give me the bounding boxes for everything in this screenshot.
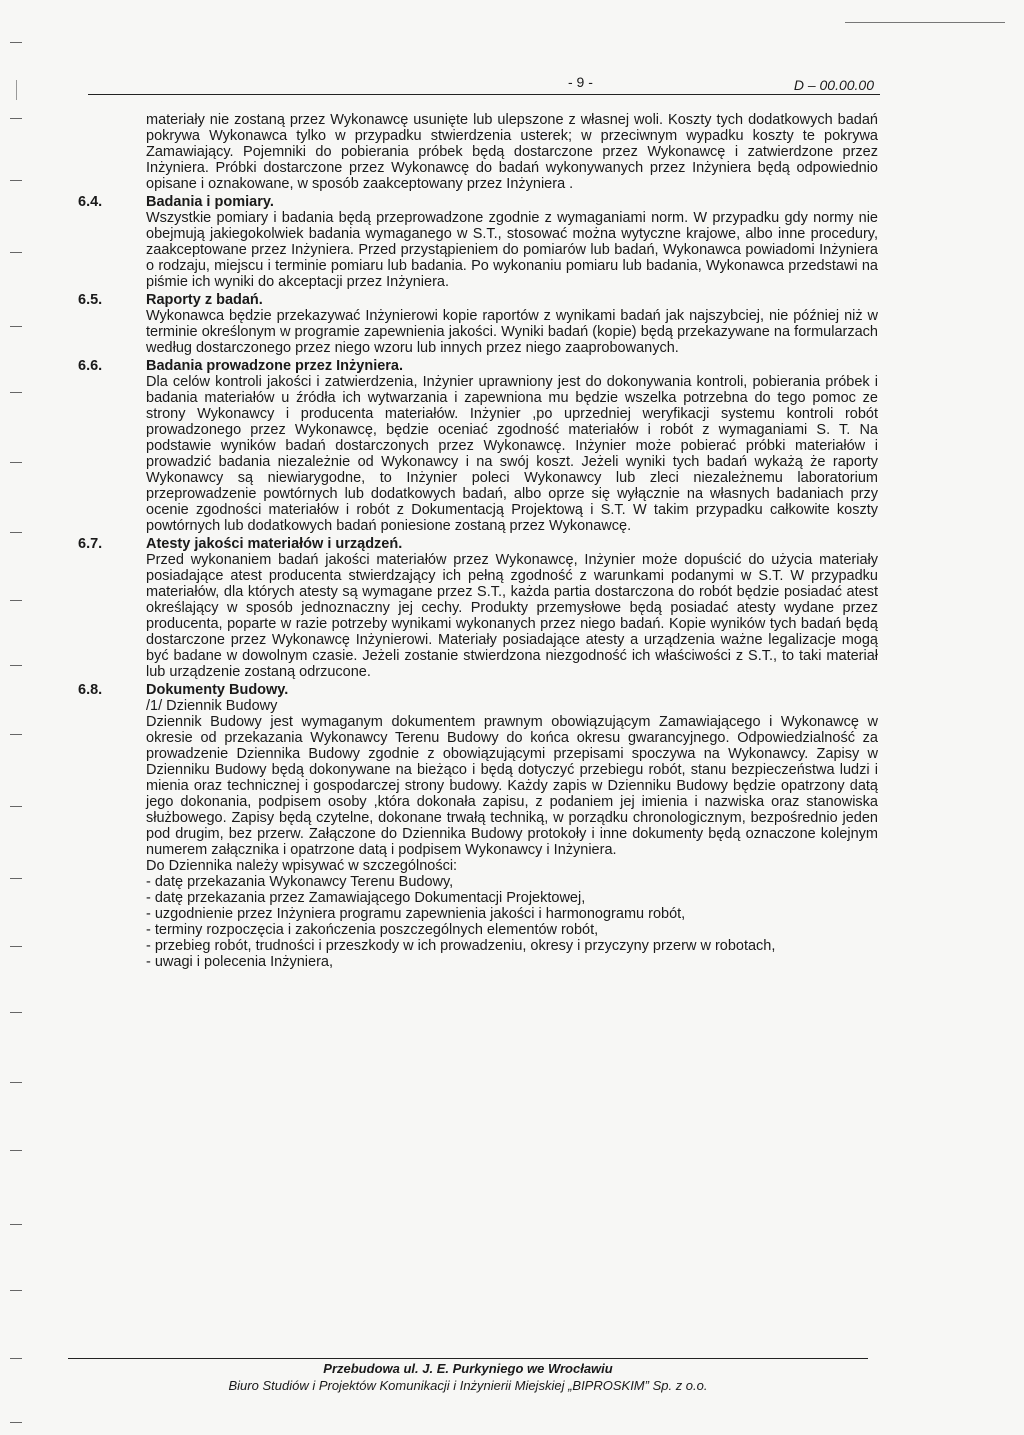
binding-mark [10, 180, 22, 181]
section-number: 6.5. [78, 292, 103, 308]
binding-mark [10, 532, 22, 533]
list-item: - uzgodnienie przez Inżyniera programu zapewnienia jakości i harmonogramu robót, [146, 906, 686, 922]
section-number: 6.8. [78, 682, 103, 698]
section-text: Dla celów kontroli jakości i zatwierdzenia, Inżynier uprawniony jest do dokonywania kontroli, pobierania próbek i badania materiałów u źródła ich wytwarzania i zapewniona mu będzie wszelka potrzebna do tego pomoc ze strony Wykonawcy i producenta materiałów. Inżynier ,po uprzedniej weryfikacji systemu kontroli robót prowadzonego przez Wykonawcę, będzie oceniać zgodność materiałów i robót z wymaganiami S. T. Na podstawie wyników badań dostarczonych przez Wykonawcę. Inżynier może pobierać próbki materiałów i prowadzić badania niezależnie od Wykonawcy i na swój koszt. Jeżeli wyniki tych badań wykażą że raporty Wykonawcy są niewiarygodne, to Inżynier poleci Wykonawcy lub zleci niezależnemu laboratorium przeprowadzenie powtórnych lub dodatkowych badań, albo oprze się wyłącznie na własnych badaniach przy ocenie zgodności materiałów i robót z Dokumentacją Projektową i S.T. W takim przypadku całkowite koszty powtórnych lub dodatkowych badań poniesione zostaną przez Wykonawcę. [146, 374, 878, 534]
list-item: - przebieg robót, trudności i przeszkody w ich prowadzeniu, okresy i przyczyny przerw w robotach, [146, 938, 776, 954]
binding-mark [10, 1358, 22, 1359]
section-title: Raporty z badań. [146, 292, 263, 308]
binding-mark [10, 392, 22, 393]
list-item: - uwagi i polecenia Inżyniera, [146, 954, 333, 970]
list-item: - datę przekazania Wykonawcy Terenu Budowy, [146, 874, 454, 890]
binding-mark [10, 1082, 22, 1083]
binding-mark [10, 878, 22, 879]
binding-mark [10, 946, 22, 947]
section-title: Badania i pomiary. [146, 194, 274, 210]
section-6-8 [78, 682, 878, 970]
binding-mark [10, 806, 22, 807]
section-6-6 [78, 358, 878, 534]
section-text: Dziennik Budowy jest wymaganym dokumentem prawnym obowiązującym Zamawiającego i Wykonawcę w okresie od przekazania Wykonawcy Terenu Budowy do końca okresu gwarancyjnego. Odpowiedzialność za prowadzenie Dziennika Budowy zgodnie z obowiązującymi przepisami spoczywa na Wykonawcy. Zapisy w Dzienniku Budowy będą dokonywane na bieżąco i będą dotyczyć przebiegu robót, stanu bezpieczeństwa ludzi i mienia oraz technicznej i gospodarczej strony budowy. Każdy zapis w Dzienniku Budowy będzie opatrzony datą jego dokonania, podpisem osoby ,która dokonała zapisu, z podaniem jej imienia i nazwiska oraz stanowiska służbowego. Zapisy będą czytelne, dokonane trwałą techniką, w porządku chronologicznym, bezpośrednio jeden pod drugim, bez przerw. Załączone do Dziennika Budowy protokoły i inne dokumenty będą oznaczone kolejnym numerem załącznika i opatrzone datą i podpisem Wykonawcy i Inżyniera. [146, 714, 878, 858]
binding-mark [10, 1012, 22, 1013]
binding-mark [10, 665, 22, 666]
binding-mark [16, 80, 17, 100]
binding-mark [10, 1150, 22, 1151]
binding-mark [10, 600, 22, 601]
section-text: Przed wykonaniem badań jakości materiałów przez Wykonawcę, Inżynier może dopuścić do użycia materiały posiadające atest producenta stwierdzający ich pełną zgodność z warunkami podanymi w S.T. W przypadku materiałów, dla których atesty są wymagane przez S.T., każda partia dostarczona do robót będzie posiadać atest określający w sposób jednoznaczny jej cechy. Produkty przemysłowe będą posiadać atesty wydane przez producenta, poparte w razie potrzeby wynikami wykonanych przez niego badań. Kopie wyników tych badań będą dostarczone przez Wykonawcę Inżynierowi. Materiały posiadające atesty a urządzenia ważne legalizacje mogą być badane w dowolnym czasie. Jeżeli zostanie stwierdzona niezgodność ich właściwości z S.T., to taki materiał lub urządzenie zostaną odrzucone. [146, 552, 878, 680]
binding-mark [10, 1290, 22, 1291]
list-item: - datę przekazania przez Zamawiającego Dokumentacji Projektowej, [146, 890, 586, 906]
binding-mark [10, 462, 22, 463]
section-title: Atesty jakości materiałów i urządzeń. [146, 536, 403, 552]
section-title: Badania prowadzone przez Inżyniera. [146, 358, 404, 374]
section-6-5 [78, 292, 878, 356]
section-text: Wszystkie pomiary i badania będą przeprowadzone zgodnie z wymaganiami norm. W przypadku gdy normy nie obejmują jakiegokolwiek badania wymaganego w S.T., stosować można wytyczne krajowe, albo inne procedury, zaakceptowane przez Inżyniera. Przed przystąpieniem do pomiarów lub badań, Wykonawca powiadomi Inżyniera o rodzaju, miejscu i terminie pomiaru lub badania. Po wykonaniu pomiaru lub badania, Wykonawca przedstawi na piśmie ich wyniki do akceptacji przez Inżyniera. [146, 210, 878, 290]
binding-mark [10, 1224, 22, 1225]
binding-mark [10, 118, 22, 119]
list-item: - terminy rozpoczęcia i zakończenia poszczególnych elementów robót, [146, 922, 599, 938]
subsection-title: /1/ Dziennik Budowy [146, 698, 278, 714]
page-footer [68, 1358, 868, 1395]
section-number: 6.4. [78, 194, 103, 210]
document-id: D – 00.00.00 [793, 77, 874, 93]
section-number: 6.6. [78, 358, 103, 374]
entries-list [146, 874, 878, 970]
scan-edge-line [845, 22, 1005, 23]
list-lead: Do Dziennika należy wpisywać w szczególności: [146, 858, 458, 874]
page-header [88, 74, 880, 95]
section-6-7 [78, 536, 878, 680]
section-title: Dokumenty Budowy. [146, 682, 289, 698]
section-text: Wykonawca będzie przekazywać Inżynierowi kopie raportów z wynikami badań jak najszybciej, nie później niż w terminie określonym w programie zapewnienia jakości. Wyniki badań (kopie) będą przekazywane na formularzach według dostarczonego przez niego wzoru lub innych przez niego zaaprobowanych. [146, 308, 878, 356]
intro-paragraph: materiały nie zostaną przez Wykonawcę usunięte lub ulepszone z własnej woli. Koszty tych dodatkowych badań pokrywa Wykonawca tylko w przypadku stwierdzenia usterek; w przeciwnym wypadku koszty te pokrywa Zamawiający. Pojemniki do pobierania próbek będą dostarczone przez Wykonawcę i zatwierdzone przez Inżyniera. Próbki dostarczone przez Wykonawcę do badań wykonywanych przez Inżyniera będą odpowiednio opisane i oznakowane, w sposób zaakceptowany przez Inżyniera . [146, 112, 878, 192]
binding-mark [10, 252, 22, 253]
binding-mark [10, 1422, 22, 1423]
page-number: - 9 - [568, 74, 593, 90]
binding-mark [10, 42, 22, 43]
binding-mark [10, 326, 22, 327]
footer-project: Przebudowa ul. J. E. Purkyniego we Wrocławiu [323, 1361, 613, 1376]
footer-company: Biuro Studiów i Projektów Komunikacji i Inżynierii Miejskiej „BIPROSKIM” Sp. z o.o. [228, 1378, 708, 1393]
section-number: 6.7. [78, 536, 103, 552]
section-6-4 [78, 194, 878, 290]
binding-mark [10, 734, 22, 735]
document-body [78, 112, 878, 970]
